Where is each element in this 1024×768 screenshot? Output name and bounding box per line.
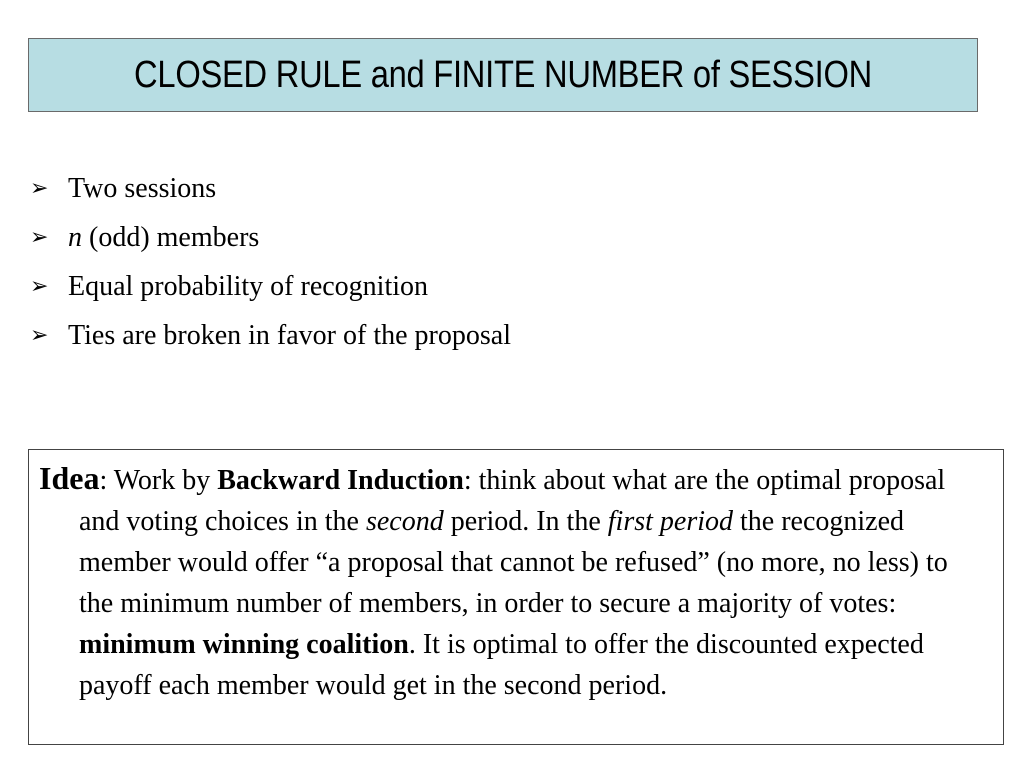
arrowhead-bullet-icon: ➢ <box>30 224 49 250</box>
idea-box <box>28 449 1004 745</box>
arrowhead-bullet-icon: ➢ <box>30 273 49 299</box>
title-box <box>28 38 978 112</box>
emphasis-first-period: first period <box>607 506 733 537</box>
idea-paragraph: Idea: Work by Backward Induction: think about what are the optimal proposal and voting choices in the second period. In the first period the recognized member would offer “a proposal that cannot be refused” (no more, no less) to the minimum number of members, in order to secure a majority of votes: minimum winning coalition. It is optimal to offer the discounted expected payoff each member would get in the second period. <box>39 460 948 701</box>
arrowhead-bullet-icon: ➢ <box>30 322 49 348</box>
term-backward-induction: Backward Induction <box>217 465 464 496</box>
idea-label: Idea <box>39 460 100 496</box>
bullet-item <box>30 262 511 311</box>
bullet-text: Equal probability of recognition <box>68 270 429 302</box>
bullet-text: Ties are broken in favor of the proposal <box>68 319 511 351</box>
bullet-list <box>30 164 511 360</box>
bullet-item <box>30 164 511 213</box>
bullet-text: Two sessions <box>68 172 217 204</box>
arrowhead-bullet-icon: ➢ <box>30 175 49 201</box>
bullet-text: n (odd) members <box>68 221 260 253</box>
term-minimum-winning-coalition: minimum winning coalition <box>79 629 409 660</box>
bullet-item <box>30 311 511 360</box>
slide-title: CLOSED RULE and FINITE NUMBER of SESSION <box>134 53 872 96</box>
emphasis-second: second <box>365 506 444 537</box>
bullet-item <box>30 213 511 262</box>
